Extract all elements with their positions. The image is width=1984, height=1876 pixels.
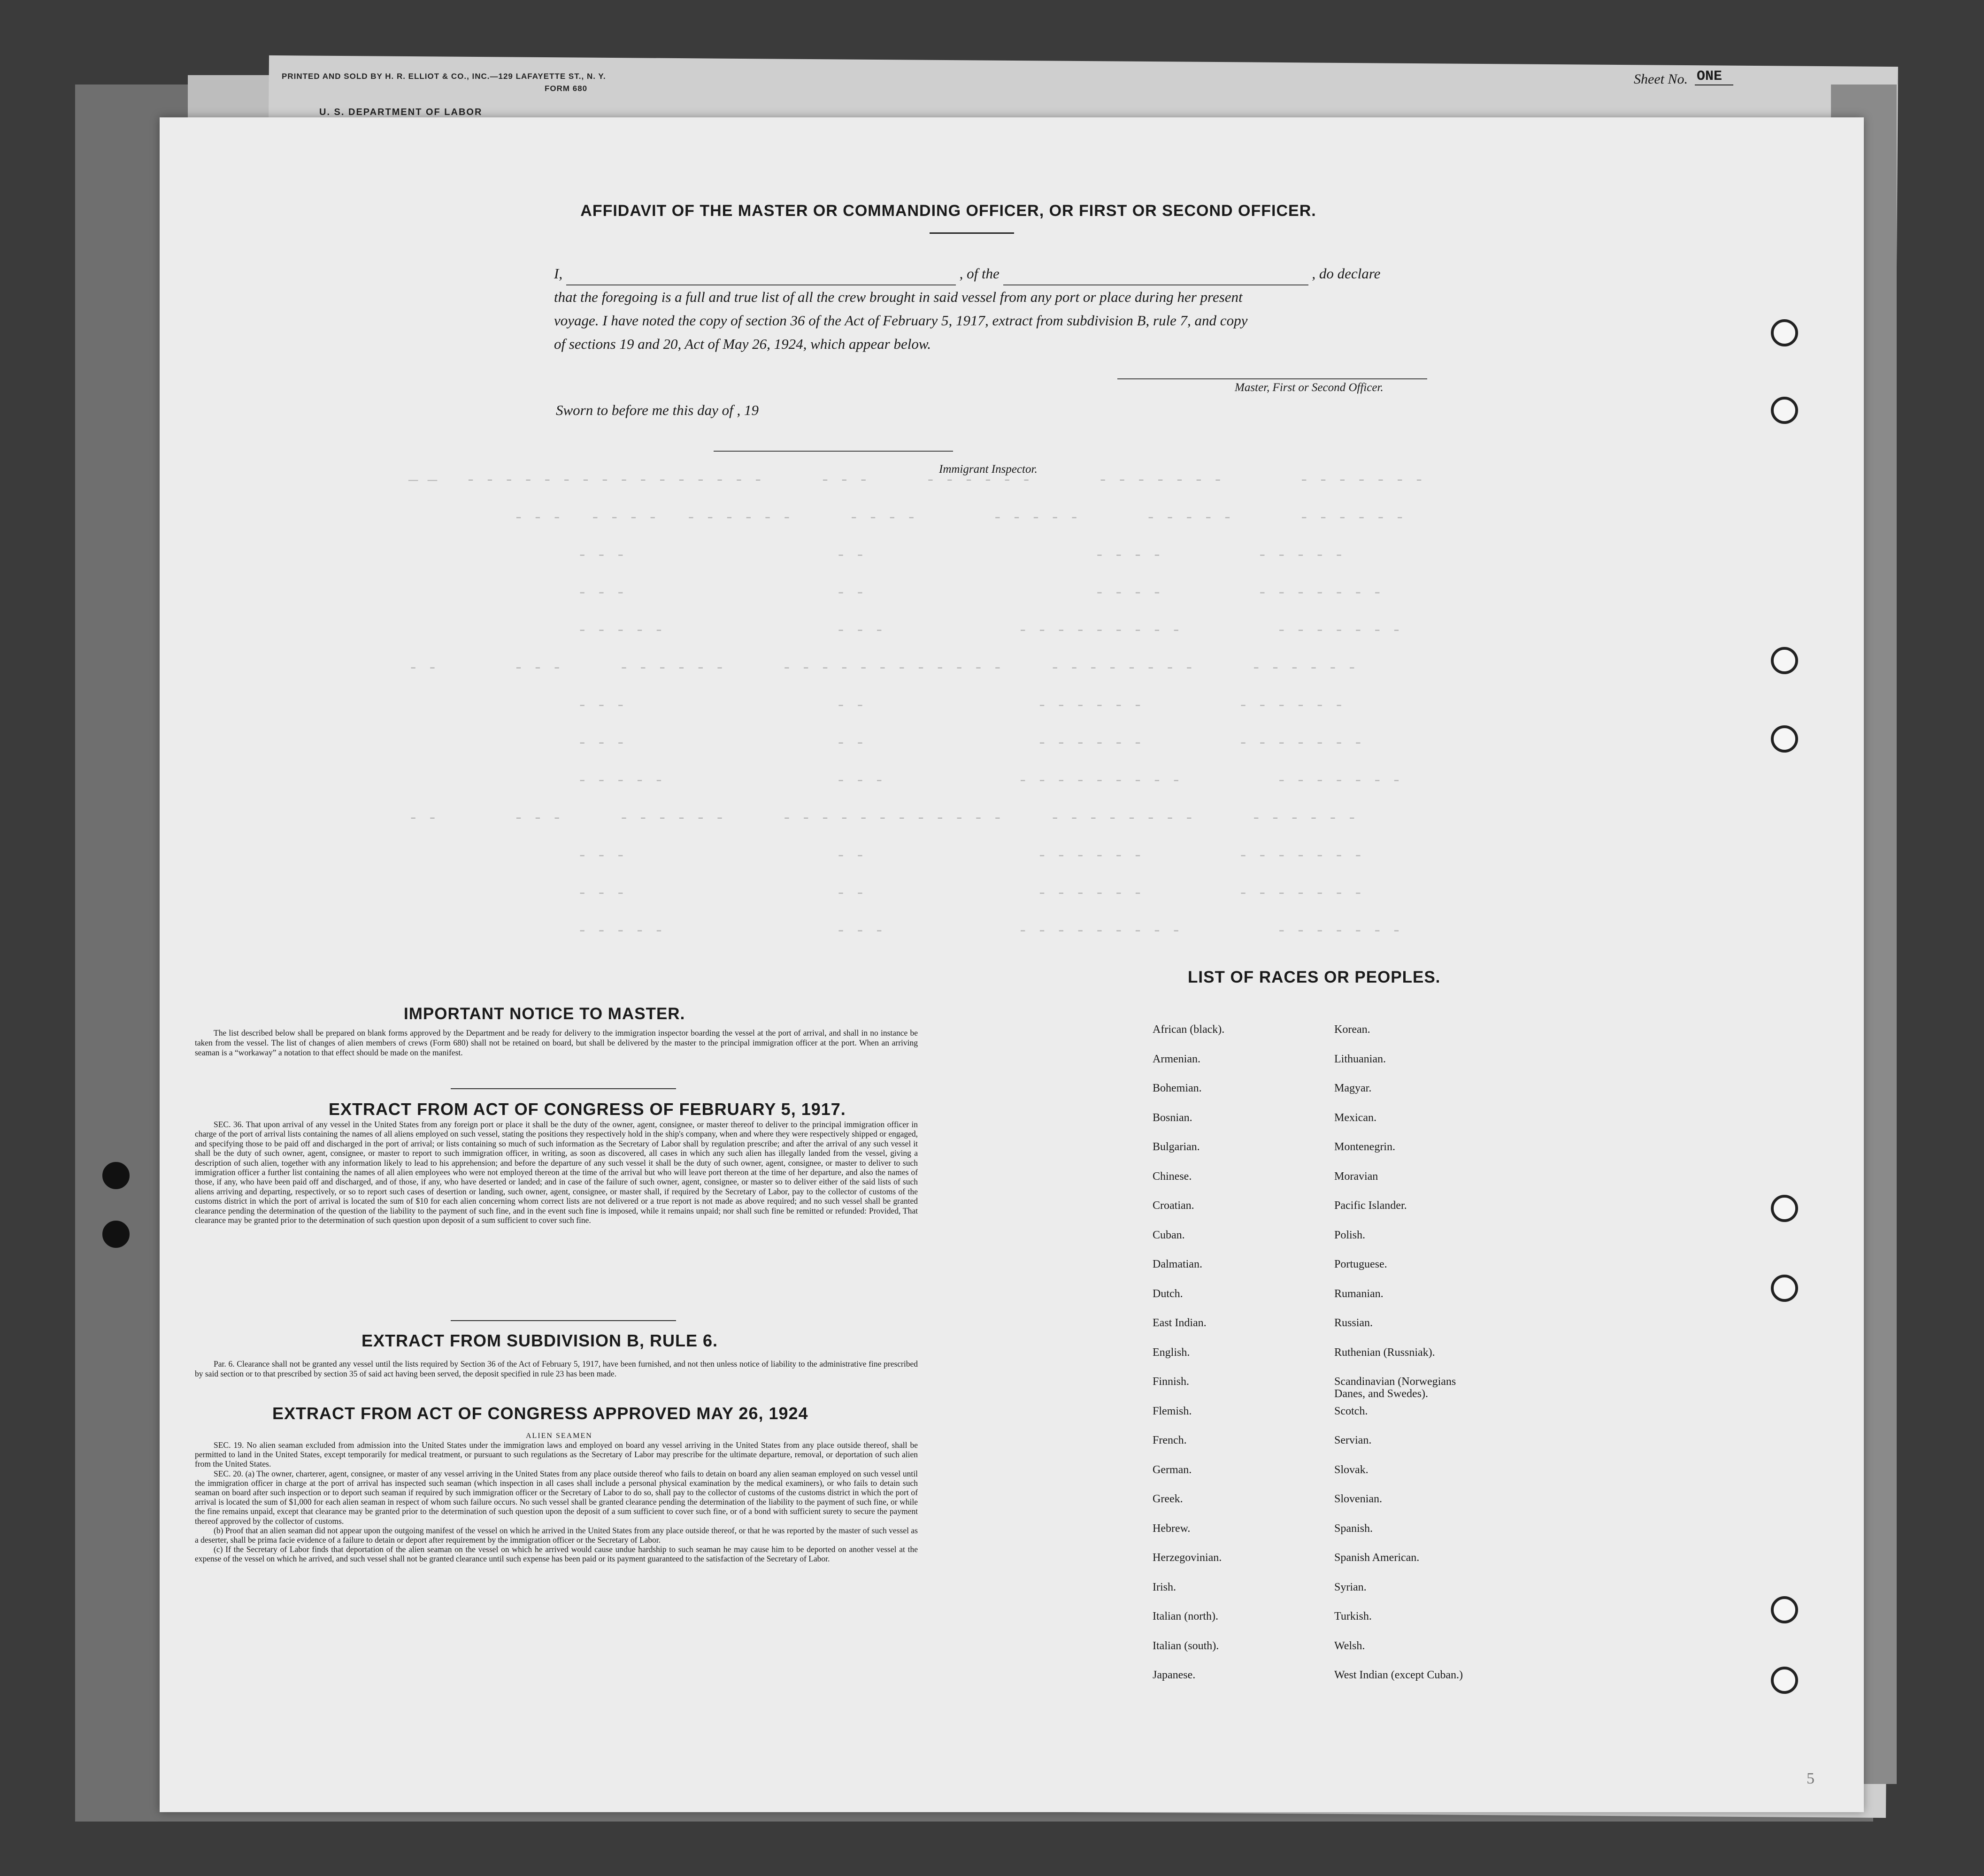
races-title: LIST OF RACES OR PEOPLES.: [1188, 968, 1441, 986]
race-entry: East Indian.: [1153, 1317, 1207, 1329]
binder-hole: [1771, 1596, 1798, 1623]
extract-1917-title: EXTRACT FROM ACT OF CONGRESS OF FEBRUARY 5, 1917.: [329, 1099, 846, 1119]
divider: [451, 1088, 676, 1089]
page-mark: 5: [1807, 1770, 1815, 1787]
race-entry: Dalmatian.: [1153, 1258, 1202, 1270]
race-entry: Chinese.: [1153, 1170, 1192, 1183]
race-entry: Welsh.: [1334, 1639, 1365, 1652]
race-entry: Moravian: [1334, 1170, 1378, 1183]
binder-hole: [1771, 647, 1798, 674]
bleed-through-texture: - - - - - - - - - - - - - -: [577, 547, 1344, 565]
race-entry: Magyar.: [1334, 1082, 1372, 1094]
race-entry: Slovak.: [1334, 1463, 1369, 1476]
divider: [451, 1320, 676, 1321]
race-entry: Montenegrin.: [1334, 1141, 1395, 1153]
race-entry: Italian (south).: [1153, 1639, 1219, 1652]
sworn-year-label: , 19: [737, 402, 759, 418]
notice-body: The list described below shall be prepared on blank forms approved by the Department and be ready for delivery to the immigration inspector boarding the vessel at the port of arrival, and shall in no instance be taken from the vessel. The list of changes of alien members of crews (Form 680) shall not be retained on board, but shall be delivered by the master to the principal immigration officer at the port. When an arriving seaman is a “workaway” a notation to that effect should be made on the manifest.: [195, 1028, 918, 1057]
binder-hole: [1771, 1667, 1798, 1694]
binder-hole: [1771, 1195, 1798, 1222]
notice-title: IMPORTANT NOTICE TO MASTER.: [404, 1005, 685, 1023]
race-entry: Scandinavian (Norwegians Danes, and Swedes).: [1334, 1376, 1456, 1400]
extract-rule6-body: Par. 6. Clearance shall not be granted any vessel until the lists required by Section 36 of the Act of February 5, 1917, have been furnished, and not then unless notice of liability to the administrative fine prescribed by said section or to that prescribed by section 35 of said act having been served, the deposit specified in rule 23 has been made.: [195, 1359, 918, 1378]
race-entry: Slovenian.: [1334, 1493, 1382, 1505]
race-entry: Mexican.: [1334, 1111, 1376, 1124]
race-entry: Spanish American.: [1334, 1552, 1420, 1564]
printer-line: PRINTED AND SOLD BY H. R. ELLIOT & CO., INC.—129 LAFAYETTE ST., N. Y. FORM 680: [282, 72, 606, 93]
race-entry: Herzegovinian.: [1153, 1552, 1222, 1564]
race-entry: Korean.: [1334, 1023, 1370, 1036]
master-signature-field[interactable]: [1117, 378, 1427, 379]
sworn-line: [556, 402, 759, 419]
binder-hole: [1771, 1275, 1798, 1302]
race-entry: Bosnian.: [1153, 1111, 1192, 1124]
bleed-through-texture: - - - - - - - - - - - - - - - - - - - - - - - - - - - - - - - - - - - - -: [408, 810, 1357, 828]
race-entry: Italian (north).: [1153, 1610, 1218, 1622]
declaration-line: [554, 262, 1446, 285]
binder-hole: [1771, 397, 1798, 424]
race-entry: Finnish.: [1153, 1376, 1190, 1388]
declaration-text: voyage. I have noted the copy of section 36 of the Act of February 5, 1917, extract from subdivision B, rule 7, and copy: [554, 312, 1248, 329]
extract-1924-body: [195, 1440, 918, 1564]
race-entry: Japanese.: [1153, 1669, 1196, 1681]
binder-hole: [102, 1162, 130, 1189]
section-20a: SEC. 20. (a) The owner, charterer, agent, consignee, or master of any vessel arriving in the United States from any place outside thereof who fails to detain on board any alien seaman employed on such vessel until the immigration officer in charge at the port of arrival has inspected such seaman (which inspection in all cases shall include a personal physical examination by the medical examiners), or who fails to detain such seaman on board after such inspection or to deport such seaman if required by such immigration officer or the Secretary of Labor to do so, shall pay to the collector of customs of the customs district in which the port of arrival is located the sum of $1,000 for each alien seaman in respect of whom such failure occurs. No such vessel shall be granted clearance pending the determination of the liability to the payment of such fine, or while the fine remains unpaid, except that clearance may be granted prior to the determination of such question upon the deposit of a sum sufficient to cover such fine, or of a bond with sufficient surety to secure the payment thereof approved by the collector of customs.: [195, 1469, 918, 1526]
race-entry: Irish.: [1153, 1581, 1176, 1593]
race-entry: Portuguese.: [1334, 1258, 1387, 1270]
extract-1924-subtitle: ALIEN SEAMEN: [526, 1432, 592, 1440]
bleed-through-texture: - - - - - - - - - - - - - - - - - -: [577, 885, 1363, 903]
declaration-of-the: , of the: [959, 265, 1000, 282]
declaration-do-declare: , do declare: [1312, 265, 1381, 282]
race-entry: English.: [1153, 1346, 1190, 1359]
section-20c: (c) If the Secretary of Labor finds that deportation of the alien seaman on the vessel on which he arrived would cause undue hardship to such seaman he may cause him to be deported on another vessel at the expense of the vessel on which he arrived, and such vessel shall not be granted clearance until such expense has been paid or its payment guaranteed to the satisfaction of the Secretary of Labor.: [195, 1545, 918, 1564]
race-entry: Croatian.: [1153, 1199, 1194, 1212]
race-entry: Turkish.: [1334, 1610, 1372, 1622]
race-entry: Polish.: [1334, 1229, 1366, 1241]
declaration-text: of sections 19 and 20, Act of May 26, 1924, which appear below.: [554, 336, 931, 352]
race-entry: Greek.: [1153, 1493, 1183, 1505]
section-19: SEC. 19. No alien seaman excluded from admission into the United States under the immigration laws and employed on board any vessel arriving in the United States from any place outside thereof, shall be permitted to land in the United States, except temporarily for medical treatment, or pursuant to such regulations as the Secretary of Labor may prescribe for the ultimate departure, removal, or deportation of such alien from the United States.: [195, 1440, 918, 1469]
divider: [930, 232, 1014, 234]
affidavit-text: [554, 262, 1446, 356]
race-entry: French.: [1153, 1434, 1187, 1446]
bleed-through-texture: - - - - - - - - - - - - - - - - - - - - - - - - - - - - - - - - -: [408, 509, 1405, 527]
race-entry: Armenian.: [1153, 1053, 1200, 1065]
race-entry: Dutch.: [1153, 1287, 1183, 1300]
race-entry: Lithuanian.: [1334, 1053, 1386, 1065]
race-entry: Hebrew.: [1153, 1522, 1191, 1535]
race-entry: Cuban.: [1153, 1229, 1185, 1241]
department-header: U. S. DEPARTMENT OF LABOR: [319, 107, 483, 117]
binder-hole: [1771, 319, 1798, 346]
extract-rule6-title: EXTRACT FROM SUBDIVISION B, RULE 6.: [361, 1331, 718, 1350]
inspector-signature-label: Immigrant Inspector.: [939, 463, 1038, 476]
declaration-I: I,: [554, 265, 563, 282]
race-entry: Syrian.: [1334, 1581, 1367, 1593]
race-entry: West Indian (except Cuban.): [1334, 1669, 1463, 1681]
affidavit-title: AFFIDAVIT OF THE MASTER OR COMMANDING OFFICER, OR FIRST OR SECOND OFFICER.: [580, 202, 1316, 220]
race-entry: Ruthenian (Russniak).: [1334, 1346, 1435, 1359]
bleed-through-texture: - - - - - - - - - - - - - - - -: [577, 584, 1382, 602]
sworn-day-label: day of: [697, 402, 733, 418]
bleed-through-texture: - - - - - - - - - - - - - - - - - - - - - - - -: [577, 622, 1401, 640]
races-column-right: [1334, 1023, 1531, 1699]
race-entry: African (black).: [1153, 1023, 1225, 1036]
inspector-signature-field[interactable]: [714, 451, 953, 452]
sheet-number-label: Sheet No.: [1634, 71, 1688, 87]
race-entry: Bohemian.: [1153, 1082, 1202, 1094]
race-entry: Russian.: [1334, 1317, 1373, 1329]
race-entry: Flemish.: [1153, 1405, 1192, 1417]
master-signature-label: Master, First or Second Officer.: [1235, 381, 1384, 394]
race-entry: Pacific Islander.: [1334, 1199, 1407, 1212]
bleed-through-texture: - - - - - - - - - - - - - - - - - - - - - - - -: [577, 772, 1401, 790]
extract-1917-body: SEC. 36. That upon arrival of any vessel in the United States from any foreign port or place it shall be the duty of the owner, agent, consignee, or master thereof to deliver to the principal immigration officer in charge of the port of arrival lists containing the names of all aliens employed on such vessel, stating the positions they respectively hold in the ship's company, when and where they were respectively shipped or engaged, and specifying those to be paid off and discharged in the port of arrival; or lists containing so much of such information as the Secretary of Labor shall by regulation prescribe; and after the arrival of any such vessel it shall be the duty of such owner, agent, consignee, or master to report to such immigration officer, in writing, as soon as discovered, all cases in which any such alien has illegally landed from the vessel, giving a description of such alien, together with any information likely to lead to his apprehension; and before the departure of any such vessel it shall be the duty of such owner, agent, consignee, or master to deliver to such immigration officer a further list containing the names of all alien employees who were not employed thereon at the time of the arrival but who will leave port thereon at the time of her departure, and also the names of those, if any, who have been paid off and discharged, and of those, if any, who have deserted or landed; and in case of the failure of such owner, agent, consignee, or master so to deliver either of the said lists of such aliens arriving and departing, respectively, or so to report such cases of desertion or landing, such owner, agent, consignee, or master shall, if required by the Secretary of Labor, pay to the collector of customs of the customs district in which the port of arrival is located the sum of $10 for each alien concerning whom correct lists are not delivered or a true report is not made as above required; and no such vessel shall be granted clearance pending the determination of the question of the liability to the payment of such fine, and in the event such fine is imposed, while it remains unpaid; nor shall such fine be remitted or refunded: Provided, That clearance may be granted prior to the determination of such question upon deposit of a sum sufficient to cover such fine.: [195, 1120, 918, 1225]
bleed-through-texture: - - - - - - - - - - - - - - - - - - - - - - - - - - - - - - - - - - - - -: [408, 660, 1357, 677]
declaration-text: that the foregoing is a full and true list of all the crew brought in said vessel from any port or place during her present: [554, 289, 1243, 305]
bleed-through-texture: - - - - - - - - - - - - - - - - - -: [577, 735, 1363, 753]
bleed-through-texture: — — - - - - - - - - - - - - - - - - - - - - - - - - - - - - - - - - - - - - - - -: [408, 472, 1424, 490]
section-20b: (b) Proof that an alien seaman did not appear upon the outgoing manifest of the vessel on which he arrived in the United States from any place outside thereof, or that he was reported by the master of such vessel as a deserter, shall be prima facie evidence of a failure to detain or deport after requirement by the immigration officer or the Secretary of Labor.: [195, 1525, 918, 1545]
race-entry: Rumanian.: [1334, 1287, 1384, 1300]
race-entry: Servian.: [1334, 1434, 1372, 1446]
binder-hole: [102, 1221, 130, 1248]
races-column-left: [1153, 1023, 1350, 1699]
extract-1924-title: EXTRACT FROM ACT OF CONGRESS APPROVED MAY 26, 1924: [272, 1404, 808, 1423]
sworn-label: Sworn to before me this: [556, 402, 694, 418]
race-entry: Scotch.: [1334, 1405, 1368, 1417]
binder-hole: [1771, 725, 1798, 753]
bleed-through-texture: - - - - - - - - - - - - - - - - - -: [577, 847, 1363, 865]
race-entry: Bulgarian.: [1153, 1141, 1200, 1153]
bleed-through-texture: - - - - - - - - - - - - - - - - -: [577, 697, 1344, 715]
bleed-through-texture: - - - - - - - - - - - - - - - - - - - - - - - -: [577, 923, 1401, 940]
sheet-number-value: ONE: [1695, 69, 1733, 85]
race-entry: Spanish.: [1334, 1522, 1373, 1535]
race-entry: German.: [1153, 1463, 1192, 1476]
